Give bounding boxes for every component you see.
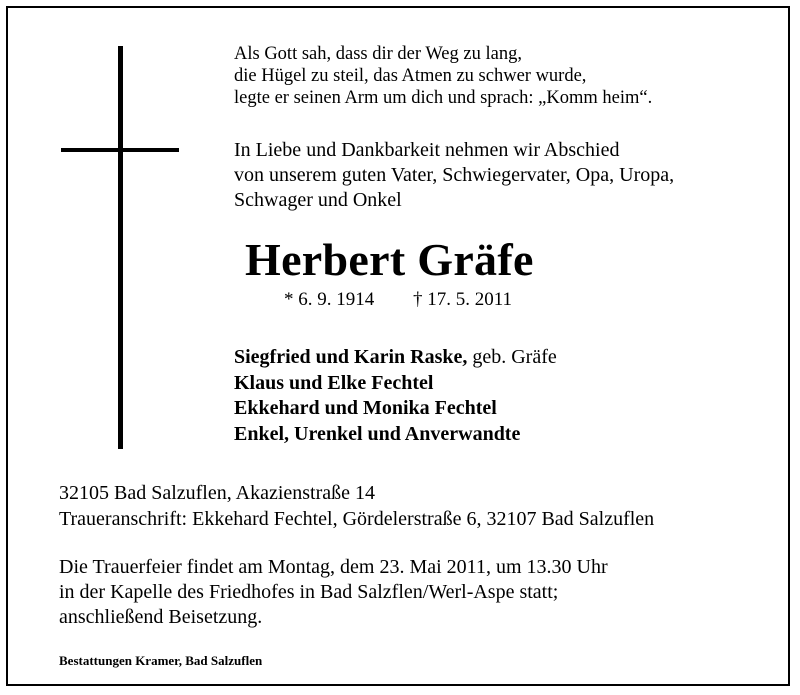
funeral-line: anschließend Beisetzung.: [59, 606, 263, 628]
funeral-line: in der Kapelle des Friedhofes in Bad Salzflen/Werl-Aspe statt;: [59, 581, 559, 603]
poem-block: [234, 43, 652, 109]
poem-line: die Hügel zu steil, das Atmen zu schwer wurde,: [234, 66, 587, 86]
home-address: 32105 Bad Salzuflen, Akazienstraße 14: [59, 482, 376, 504]
mourner-line: [234, 345, 557, 371]
intro-line: Schwager und Onkel: [234, 189, 402, 211]
farewell-intro: [234, 138, 674, 213]
intro-line: von unserem guten Vater, Schwiegervater, Opa, Uropa,: [234, 164, 675, 186]
mourners-list: [234, 345, 557, 447]
cross-icon-horizontal-bar: [61, 148, 179, 152]
cross-icon-vertical-bar: [118, 46, 123, 449]
mourner-note: geb. Gräfe: [467, 346, 557, 368]
intro-line: In Liebe und Dankbarkeit nehmen wir Abschied: [234, 139, 620, 161]
funeral-line: Die Trauerfeier findet am Montag, dem 23. Mai 2011, um 13.30 Uhr: [59, 556, 608, 578]
undertaker-credit: Bestattungen Kramer, Bad Salzuflen: [59, 653, 263, 668]
mourner-line: Enkel, Urenkel und Anverwandte: [234, 422, 521, 445]
deceased-name: Herbert Gräfe: [245, 234, 534, 285]
mourner-line: Klaus und Elke Fechtel: [234, 371, 434, 394]
funeral-info: [59, 555, 608, 630]
address-block: [59, 481, 654, 532]
poem-line: Als Gott sah, dass dir der Weg zu lang,: [234, 44, 522, 64]
mourner-line: Ekkehard und Monika Fechtel: [234, 397, 497, 419]
mourning-address: Traueranschrift: Ekkehard Fechtel, Gördelerstraße 6, 32107 Bad Salzuflen: [59, 507, 655, 530]
poem-line: legte er seinen Arm um dich und sprach: „Komm heim“.: [234, 88, 653, 108]
death-date: † 17. 5. 2011: [413, 289, 513, 310]
obituary-notice: [6, 6, 790, 686]
mourner-names: Siegfried und Karin Raske,: [234, 346, 468, 368]
birth-date: * 6. 9. 1914: [284, 289, 375, 310]
